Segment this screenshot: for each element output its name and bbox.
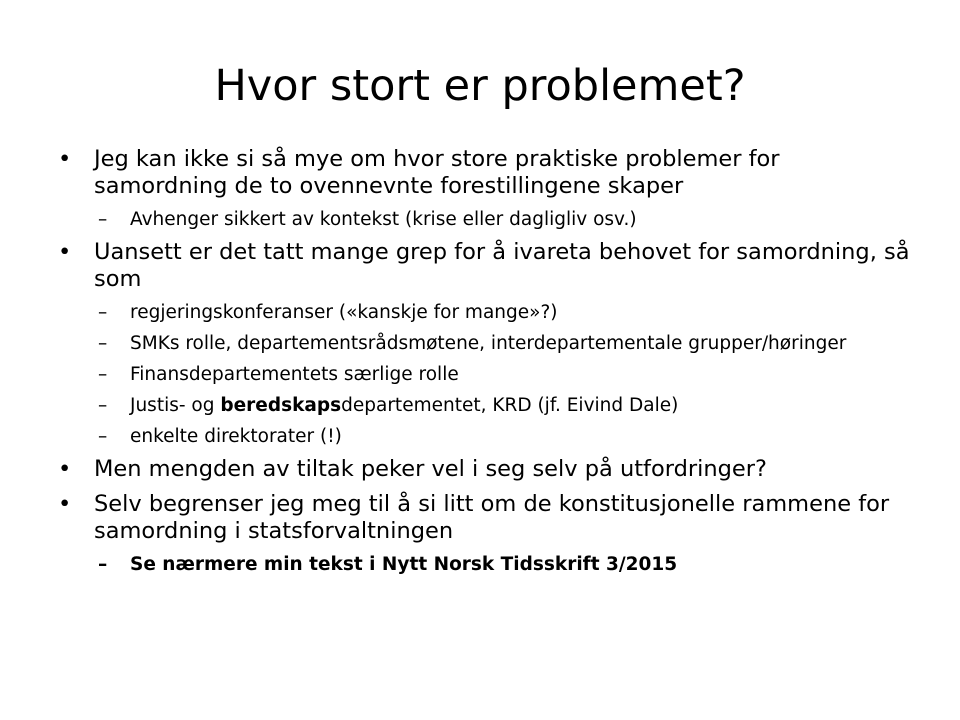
bullet-text: Men mengden av tiltak peker vel i seg selv på utfordringer? [94, 456, 767, 482]
sub-item-bold-text: beredskaps [220, 395, 342, 416]
sub-item: – regjeringskonferanser («kanskje for mange»?) [94, 301, 918, 324]
bullet-item [58, 491, 918, 576]
bullet-text: Jeg kan ikke si så mye om hvor store praktiske problemer for samordning de to ovennevnte forestillingene skaper [94, 146, 780, 199]
sub-item-text: departementet, KRD (jf. Eivind Dale) [341, 395, 679, 416]
bullet-item [58, 456, 918, 483]
bullet-text: Uansett er det tatt mange grep for å ivareta behovet for samordning, så som [94, 239, 910, 292]
sub-list [94, 301, 918, 448]
slide-title: Hvor stort er problemet? [214, 61, 746, 111]
bullet-item [58, 146, 918, 231]
sub-item: – Avhenger sikkert av kontekst (krise eller dagligliv osv.) [94, 208, 918, 231]
sub-item: – enkelte direktorater (!) [94, 425, 918, 448]
sub-item [94, 394, 918, 417]
sub-item-text: Justis- og [130, 395, 221, 416]
sub-list [94, 208, 918, 231]
sub-item: – SMKs rolle, departementsrådsmøtene, interdepartementale grupper/høringer [94, 332, 918, 355]
sub-item: – Finansdepartementets særlige rolle [94, 363, 918, 386]
bullet-list [58, 146, 918, 584]
sub-list [94, 553, 918, 576]
reference-sub-item: – Se nærmere min tekst i Nytt Norsk Tidsskrift 3/2015 [94, 553, 918, 576]
bullet-text: Selv begrenser jeg meg til å si litt om de konstitusjonelle rammene for samordning i statsforvaltningen [94, 491, 890, 544]
bullet-item [58, 239, 918, 448]
